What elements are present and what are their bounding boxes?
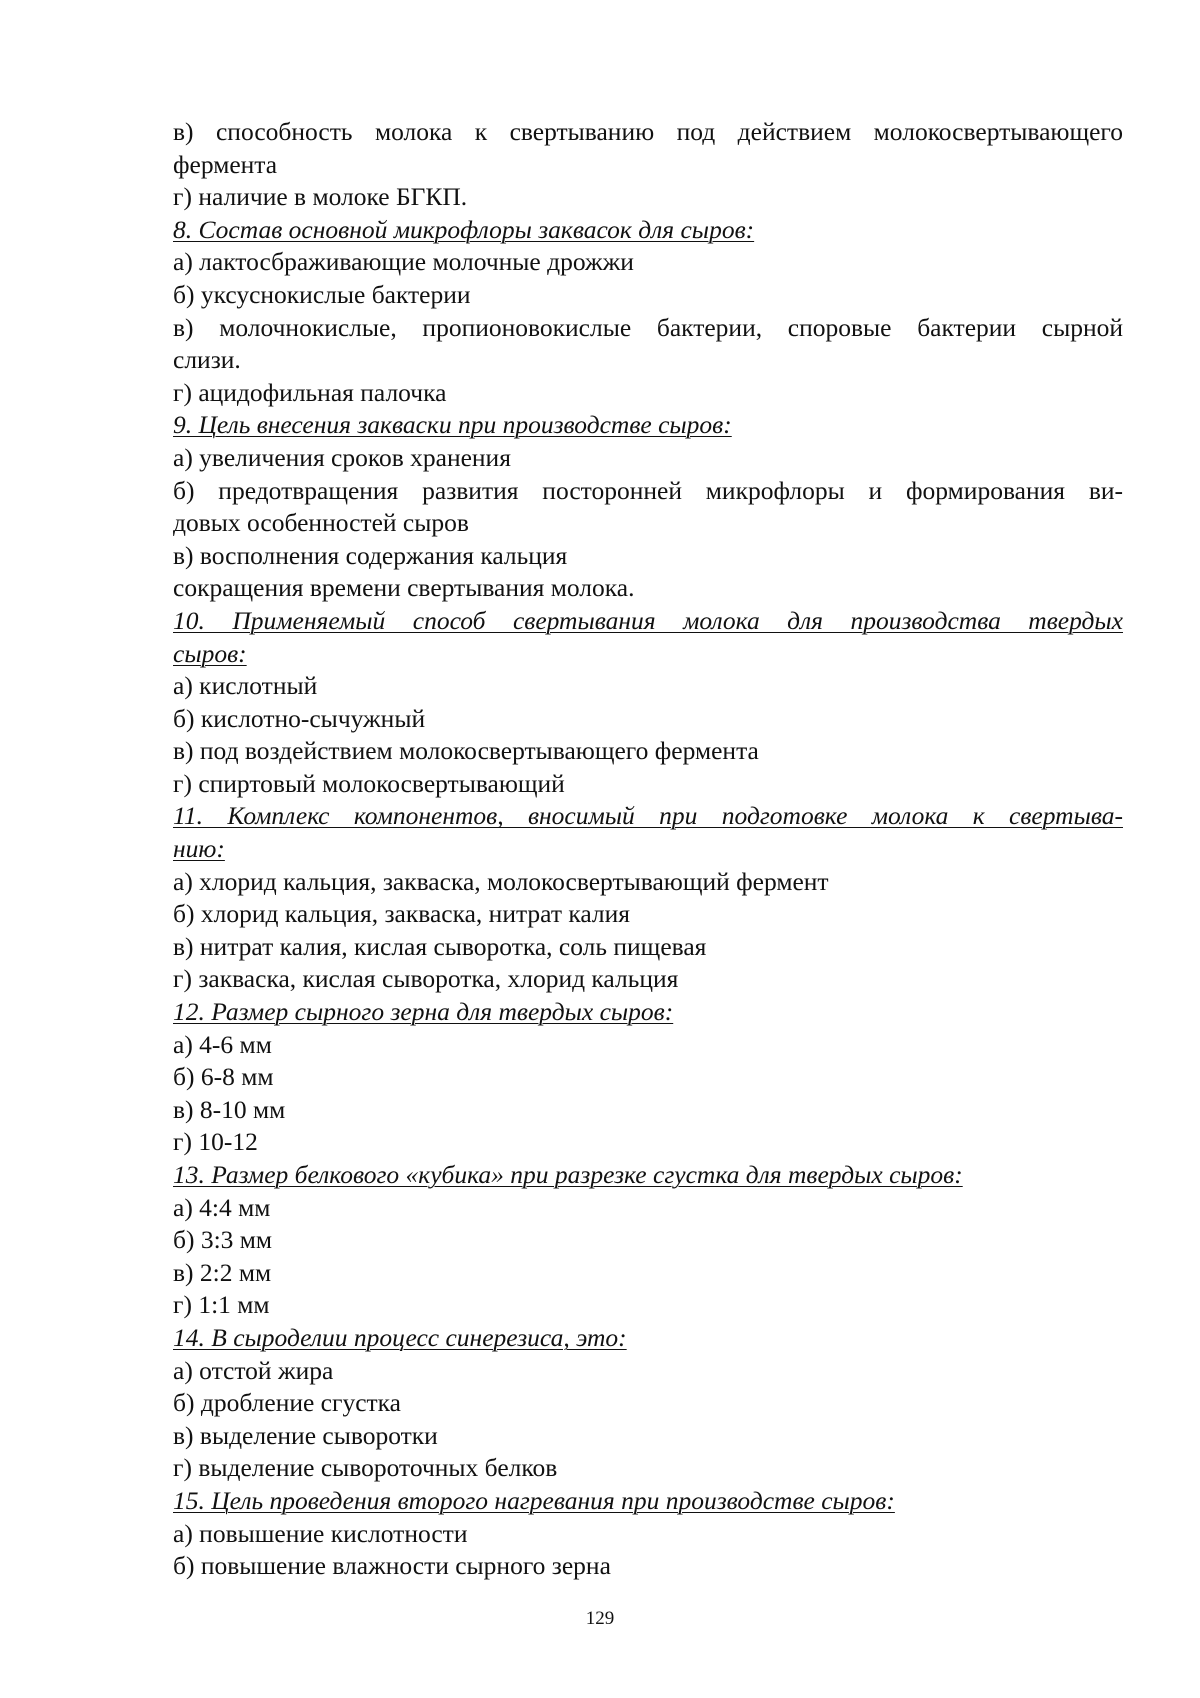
answer-line: в) молочнокислые, пропионовокислые бактерии, споровые бактерии сырной — [173, 312, 1123, 342]
question-line: сыров: — [173, 638, 247, 668]
answer-line: в) способность молока к свертыванию под действием молокосвертывающего — [173, 117, 1123, 146]
answer-line: г) закваска, кислая сыворотка, хлорид кальция — [173, 964, 679, 994]
question-line: 9. Цель внесения закваски при производстве сыров: — [173, 410, 732, 440]
answer-line: в) нитрат калия, кислая сыворотка, соль пищевая — [173, 931, 707, 961]
answer-line: г) наличие в молоке БГКП. — [173, 182, 468, 212]
answer-line: а) кислотный — [173, 671, 318, 701]
answer-line: б) кислотно-сычужный — [173, 703, 426, 733]
page-body — [173, 116, 1123, 1583]
answer-line: б) уксуснокислые бактерии — [173, 279, 471, 309]
answer-line: в) 8-10 мм — [173, 1094, 286, 1124]
answer-line: в) выделение сыворотки — [173, 1420, 438, 1450]
answer-line: б) хлорид кальция, закваска, нитрат калия — [173, 899, 630, 929]
answer-line: а) 4:4 мм — [173, 1192, 271, 1222]
answer-line: б) 3:3 мм — [173, 1225, 273, 1255]
answer-line: б) 6-8 мм — [173, 1062, 274, 1092]
question-line: 8. Состав основной микрофлоры заквасок для сыров: — [173, 214, 755, 244]
answer-line: а) увеличения сроков хранения — [173, 442, 511, 472]
question-line: 10. Применяемый способ свертывания молока для производства твердых — [173, 605, 1123, 635]
question-line: 14. В сыроделии процесс синерезиса, это: — [173, 1322, 627, 1352]
answer-line: в) восполнения содержания кальция — [173, 540, 568, 570]
answer-line: фермента — [173, 149, 278, 179]
answer-line: г) выделение сывороточных белков — [173, 1453, 558, 1483]
question-line: 12. Размер сырного зерна для твердых сыров: — [173, 997, 674, 1027]
page-number: 129 — [585, 1608, 615, 1629]
answer-line: г) ацидофильная палочка — [173, 377, 447, 407]
answer-line: а) 4-6 мм — [173, 1029, 272, 1059]
question-line: 15. Цель проведения второго нагревания при производстве сыров: — [173, 1485, 895, 1515]
answer-line: б) дробление сгустка — [173, 1388, 401, 1418]
answer-line: сокращения времени свертывания молока. — [173, 573, 635, 603]
answer-line: б) предотвращения развития посторонней микрофлоры и формирования ви- — [173, 475, 1123, 505]
answer-line: а) повышение кислотности — [173, 1518, 468, 1548]
answer-line: довых особенностей сыров — [173, 508, 469, 538]
answer-line: а) отстой жира — [173, 1355, 334, 1385]
answer-line: в) 2:2 мм — [173, 1257, 272, 1287]
question-line: нию: — [173, 834, 225, 864]
answer-line: слизи. — [173, 345, 241, 375]
answer-line: г) спиртовый молокосвертывающий — [173, 768, 565, 798]
answer-line: а) лактосбраживающие молочные дрожжи — [173, 247, 634, 277]
answer-line: г) 10-12 — [173, 1127, 258, 1157]
answer-line: а) хлорид кальция, закваска, молокосвертывающий фермент — [173, 866, 829, 896]
answer-line: б) повышение влажности сырного зерна — [173, 1551, 611, 1581]
question-line: 13. Размер белкового «кубика» при разрезке сгустка для твердых сыров: — [173, 1160, 963, 1189]
answer-line: в) под воздействием молокосвертывающего фермента — [173, 736, 759, 766]
answer-line: г) 1:1 мм — [173, 1290, 270, 1320]
question-line: 11. Комплекс компонентов, вносимый при подготовке молока к свертыва- — [173, 801, 1123, 831]
